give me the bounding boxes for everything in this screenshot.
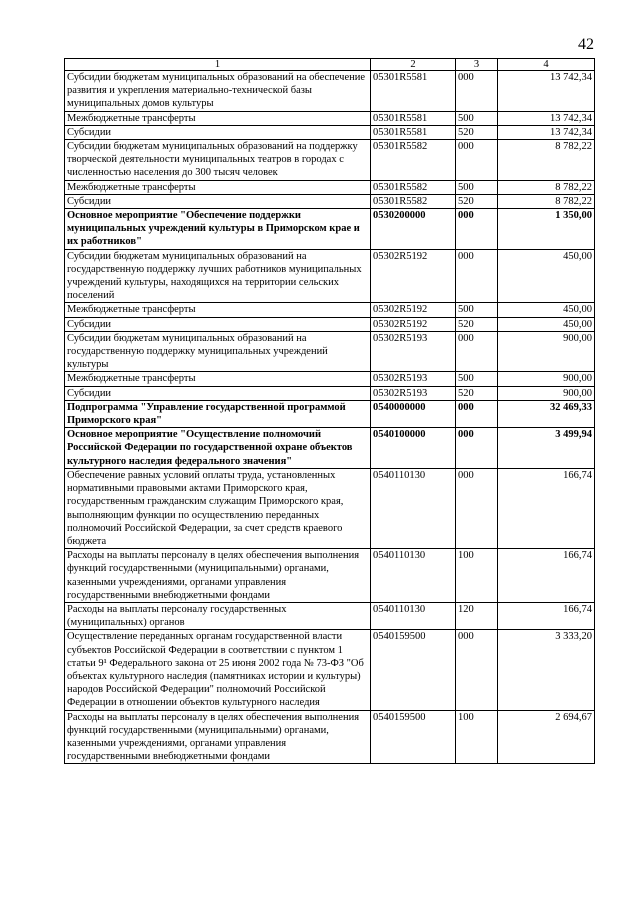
- table-row: [65, 111, 595, 125]
- row-expense-type-cell: 000: [456, 209, 498, 250]
- row-code-cell: 0540110130: [371, 602, 456, 629]
- table-row: [65, 372, 595, 386]
- table-row: [65, 386, 595, 400]
- page-number: 42: [578, 36, 594, 53]
- row-expense-type-cell: 520: [456, 194, 498, 208]
- row-name-cell: Субсидии бюджетам муниципальных образований на поддержку творческой деятельности муниципальных театров в городах с численностью населения до 300 тысяч человек: [65, 140, 371, 181]
- row-sum-cell: 8 782,22: [498, 180, 595, 194]
- table-row: [65, 549, 595, 603]
- row-sum-cell: 8 782,22: [498, 194, 595, 208]
- row-code-cell: 0540000000: [371, 400, 456, 427]
- header-cell-code: 2: [371, 59, 456, 71]
- table-row: [65, 630, 595, 710]
- row-sum-cell: 450,00: [498, 317, 595, 331]
- row-sum-cell: 1 350,00: [498, 209, 595, 250]
- row-code-cell: 05301R5582: [371, 194, 456, 208]
- row-name-cell: Расходы на выплаты персоналу в целях обеспечения выполнения функций государственными (муниципальными) органами, казенными учреждениями, органами управления государственными внебюджетными фондами: [65, 549, 371, 603]
- row-name-cell: Субсидии бюджетам муниципальных образований на государственную поддержку лучших работников муниципальных учреждений культуры, находящихся на территории сельских поселений: [65, 249, 371, 303]
- table-row: [65, 710, 595, 764]
- row-name-cell: Подпрограмма "Управление государственной программой Приморского края": [65, 400, 371, 427]
- row-code-cell: 0540159500: [371, 630, 456, 710]
- row-sum-cell: 900,00: [498, 372, 595, 386]
- header-row: [65, 59, 595, 71]
- table-row: [65, 468, 595, 548]
- row-name-cell: Субсидии: [65, 317, 371, 331]
- table-row: [65, 317, 595, 331]
- row-sum-cell: 166,74: [498, 549, 595, 603]
- row-code-cell: 05302R5192: [371, 303, 456, 317]
- row-sum-cell: 32 469,33: [498, 400, 595, 427]
- row-name-cell: Межбюджетные трансферты: [65, 372, 371, 386]
- row-expense-type-cell: 120: [456, 602, 498, 629]
- row-expense-type-cell: 500: [456, 372, 498, 386]
- row-code-cell: 0540100000: [371, 428, 456, 469]
- header-cell-name: 1: [65, 59, 371, 71]
- table-row: [65, 303, 595, 317]
- row-code-cell: 0540110130: [371, 468, 456, 548]
- row-code-cell: 05302R5192: [371, 249, 456, 303]
- row-expense-type-cell: 100: [456, 710, 498, 764]
- row-code-cell: 05302R5193: [371, 386, 456, 400]
- row-sum-cell: 900,00: [498, 386, 595, 400]
- table-row: [65, 249, 595, 303]
- row-name-cell: Субсидии бюджетам муниципальных образований на обеспечение развития и укрепления материально-технической базы муниципальных домов культуры: [65, 71, 371, 112]
- row-expense-type-cell: 000: [456, 400, 498, 427]
- row-sum-cell: 13 742,34: [498, 111, 595, 125]
- row-code-cell: 05301R5581: [371, 71, 456, 112]
- row-sum-cell: 13 742,34: [498, 125, 595, 139]
- row-code-cell: 05302R5192: [371, 317, 456, 331]
- row-expense-type-cell: 000: [456, 331, 498, 372]
- row-expense-type-cell: 520: [456, 317, 498, 331]
- row-expense-type-cell: 500: [456, 111, 498, 125]
- row-code-cell: 05302R5193: [371, 372, 456, 386]
- header-cell-sum: 4: [498, 59, 595, 71]
- table-row: [65, 428, 595, 469]
- row-name-cell: Межбюджетные трансферты: [65, 111, 371, 125]
- budget-table: [64, 58, 595, 764]
- row-name-cell: Межбюджетные трансферты: [65, 180, 371, 194]
- row-code-cell: 05301R5582: [371, 180, 456, 194]
- table-row: [65, 194, 595, 208]
- table-row: [65, 125, 595, 139]
- row-expense-type-cell: 500: [456, 303, 498, 317]
- row-expense-type-cell: 100: [456, 549, 498, 603]
- table-row: [65, 331, 595, 372]
- row-code-cell: 05302R5193: [371, 331, 456, 372]
- row-sum-cell: 450,00: [498, 303, 595, 317]
- row-expense-type-cell: 520: [456, 125, 498, 139]
- row-sum-cell: 166,74: [498, 468, 595, 548]
- row-code-cell: 0540159500: [371, 710, 456, 764]
- row-name-cell: Основное мероприятие "Осуществление полномочий Российской Федерации по государственной охране объектов культурного наследия федерального значения": [65, 428, 371, 469]
- row-expense-type-cell: 500: [456, 180, 498, 194]
- row-name-cell: Расходы на выплаты персоналу в целях обеспечения выполнения функций государственными (муниципальными) органами, казенными учреждениями, органами управления государственными внебюджетными фондами: [65, 710, 371, 764]
- row-expense-type-cell: 000: [456, 428, 498, 469]
- table-row: [65, 209, 595, 250]
- row-name-cell: Осуществление переданных органам государственной власти субъектов Российской Федерации в соответствии с пунктом 1 статьи 9¹ Федерального закона от 25 июня 2002 года № 73-ФЗ "Об объектах культурного наследия (памятниках истории и культуры) народов Российской Федерации" полномочий Российской Федерации в отношении объектов культурного наследия: [65, 630, 371, 710]
- row-name-cell: Расходы на выплаты персоналу государственных (муниципальных) органов: [65, 602, 371, 629]
- row-code-cell: 0530200000: [371, 209, 456, 250]
- row-sum-cell: 2 694,67: [498, 710, 595, 764]
- row-sum-cell: 900,00: [498, 331, 595, 372]
- row-name-cell: Обеспечение равных условий оплаты труда, установленных нормативными правовыми актами Приморского края, государственным гражданским служащим Приморского края, выполняющим функции по осуществлению переданных полномочий Российской Федерации, за счет средств краевого бюджета: [65, 468, 371, 548]
- row-name-cell: Субсидии: [65, 194, 371, 208]
- row-expense-type-cell: 000: [456, 71, 498, 112]
- table-row: [65, 180, 595, 194]
- row-code-cell: 05301R5581: [371, 111, 456, 125]
- row-sum-cell: 166,74: [498, 602, 595, 629]
- row-name-cell: Субсидии бюджетам муниципальных образований на государственную поддержку муниципальных учреждений культуры: [65, 331, 371, 372]
- table-row: [65, 602, 595, 629]
- row-sum-cell: 13 742,34: [498, 71, 595, 112]
- row-code-cell: 05301R5582: [371, 140, 456, 181]
- row-name-cell: Субсидии: [65, 125, 371, 139]
- row-expense-type-cell: 520: [456, 386, 498, 400]
- row-sum-cell: 450,00: [498, 249, 595, 303]
- row-code-cell: 0540110130: [371, 549, 456, 603]
- row-expense-type-cell: 000: [456, 468, 498, 548]
- table-row: [65, 71, 595, 112]
- table-row: [65, 140, 595, 181]
- row-name-cell: Основное мероприятие "Обеспечение поддержки муниципальных учреждений культуры в Приморском крае и их работников": [65, 209, 371, 250]
- header-cell-vr: 3: [456, 59, 498, 71]
- row-expense-type-cell: 000: [456, 249, 498, 303]
- row-name-cell: Межбюджетные трансферты: [65, 303, 371, 317]
- row-code-cell: 05301R5581: [371, 125, 456, 139]
- table-row: [65, 400, 595, 427]
- row-sum-cell: 3 499,94: [498, 428, 595, 469]
- row-expense-type-cell: 000: [456, 630, 498, 710]
- row-sum-cell: 8 782,22: [498, 140, 595, 181]
- row-name-cell: Субсидии: [65, 386, 371, 400]
- row-sum-cell: 3 333,20: [498, 630, 595, 710]
- row-expense-type-cell: 000: [456, 140, 498, 181]
